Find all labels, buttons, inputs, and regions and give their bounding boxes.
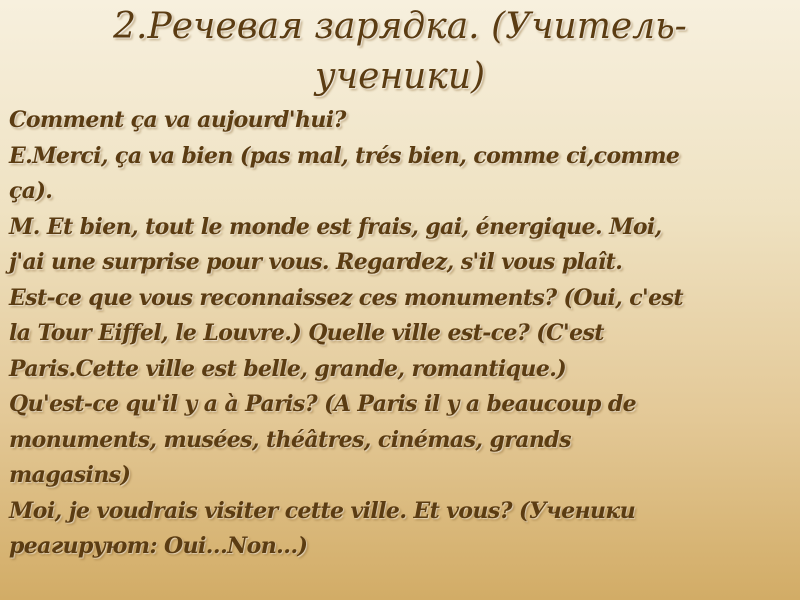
slide-title [40, 2, 760, 102]
title-line-1: 2.Речевая зарядка. (Учитель- [113, 6, 687, 47]
text-line: E.Merci, ça va bien (pas mal, trés bien, comme ci,comme [9, 142, 680, 169]
text-line: Comment ça va aujourd'hui? [9, 107, 346, 133]
text-line: Moi, je voudrais visiter cette ville. Et vous? (Ученики [9, 497, 636, 524]
text-line: monuments, musées, théâtres, cinémas, grands [9, 426, 571, 453]
text-line: реагируют: Oui…Non…) [9, 533, 308, 559]
text-line: j'ai une surprise pour vous. Regardez, s'il vous plaît. [9, 249, 623, 275]
text-line: la Tour Eiffel, le Louvre.) Quelle ville est-ce? (C'est [9, 320, 604, 346]
text-line: ça). [9, 178, 53, 204]
text-line: Paris.Cette ville est belle, grande, romantique.) [9, 355, 567, 382]
text-line: M. Et bien, tout le monde est frais, gai, énergique. Moi, [9, 213, 662, 240]
text-line: magasins) [9, 462, 131, 488]
text-line: Qu'est-ce qu'il y a à Paris? (A Paris il y a beaucoup de [9, 391, 637, 417]
title-line-2: ученики) [314, 56, 486, 97]
slide-body-text [9, 103, 794, 565]
text-line: Est-ce que vous reconnaissez ces monuments? (Oui, c'est [9, 284, 683, 311]
